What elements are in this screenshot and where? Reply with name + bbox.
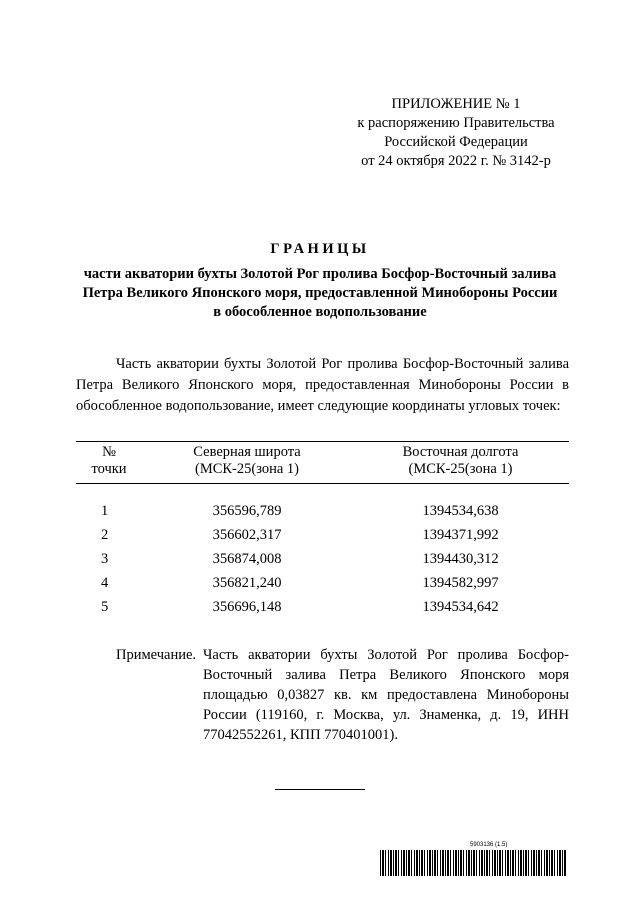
longitude-value: 1394430,312 <box>422 551 499 567</box>
note-block <box>116 645 569 745</box>
intro-paragraph: Часть акватории бухты Золотой Рог пролива Босфор-Восточный залива Петра Великого Японского моря, предоставленная Минобороны России в обособленное водопользование, имеет следующие координаты угловых точек: <box>76 356 569 414</box>
header-east-longitude <box>352 442 569 484</box>
document-title: ГРАНИЦЫ <box>270 241 370 257</box>
table-row <box>76 595 569 619</box>
barcode <box>380 850 566 876</box>
latitude-value: 356596,789 <box>212 503 282 519</box>
point-number: 3 <box>101 551 109 567</box>
point-number: 1 <box>101 503 109 519</box>
closing-divider <box>275 789 365 790</box>
latitude-value: 356821,240 <box>212 575 282 591</box>
header-number-sign: № <box>102 444 116 460</box>
coordinates-table <box>76 441 569 619</box>
header-north-latitude <box>142 442 352 484</box>
appendix-title: ПРИЛОЖЕНИЕ № 1 <box>391 96 521 112</box>
point-number: 4 <box>101 575 109 591</box>
table-row <box>76 499 569 523</box>
header-point-label: точки <box>91 461 127 477</box>
header-lat-label: Северная широта <box>193 444 301 460</box>
table-header-row <box>76 442 569 484</box>
longitude-value: 1394371,992 <box>422 527 499 543</box>
appendix-reference: к распоряжению Правительства <box>357 115 555 131</box>
note-label: Примечание. <box>116 647 197 663</box>
longitude-value: 1394534,642 <box>422 599 499 615</box>
point-number: 2 <box>101 527 109 543</box>
appendix-date-number: от 24 октября 2022 г. № 3142-р <box>361 153 551 169</box>
latitude-value: 356602,317 <box>212 527 282 543</box>
longitude-value: 1394582,997 <box>422 575 499 591</box>
table-row <box>76 547 569 571</box>
barcode-number: 5903136 (1.5) <box>470 842 508 848</box>
appendix-government: Российской Федерации <box>384 134 528 150</box>
header-point-number <box>76 442 142 484</box>
table-row <box>76 523 569 547</box>
document-subtitle: части акватории бухты Золотой Рог пролива Босфор-Восточный залива Петра Великого Японского моря, предоставленной Минобороны России в обособленное водопользование <box>82 266 558 320</box>
latitude-value: 356696,148 <box>212 599 282 615</box>
table-row <box>76 571 569 595</box>
header-lon-label: Восточная долгота <box>402 444 519 460</box>
longitude-value: 1394534,638 <box>422 503 499 519</box>
note-text: Часть акватории бухты Золотой Рог пролива Босфор-Восточный залива Петра Великого Японского моря площадью 0,03827 кв. км предоставлена Минобороны России (119160, г. Москва, ул. Знаменка, д. 19, ИНН 77042552261, КПП 770401001). <box>203 647 569 743</box>
point-number: 5 <box>101 599 109 615</box>
appendix-header <box>330 95 582 171</box>
header-lat-system: (МСК-25(зона 1) <box>194 461 299 477</box>
header-lon-system: (МСК-25(зона 1) <box>408 461 513 477</box>
latitude-value: 356874,008 <box>212 551 282 567</box>
